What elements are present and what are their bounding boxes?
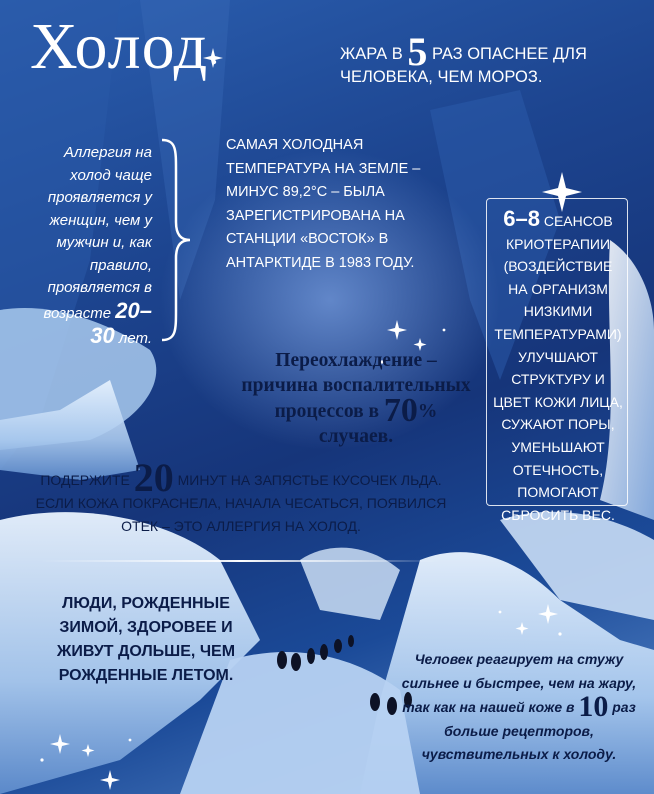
cold-reaction-number: 10 [578, 690, 609, 723]
divider [40, 560, 442, 562]
cold-reaction-fact [388, 648, 650, 767]
hypothermia-fact-number: 70 [383, 392, 418, 429]
cryotherapy-fact [493, 208, 623, 526]
cold-reaction-post: раз больше рецепторов, чувствительных к холоду. [421, 699, 636, 762]
heat-fact-number: 5 [407, 29, 428, 74]
allergy-test-post: МИНУТ НА ЗАПЯСТЬЕ КУСОЧЕК ЛЬДА. ЕСЛИ КОЖА ПОКРАСНЕЛА, НАЧАЛА ЧЕСАТЬСЯ, ПОЯВИЛСЯ ОТЕК – ЭТО АЛЛЕРГИЯ НА ХОЛОД. [35, 472, 447, 534]
coldest-temperature-fact: САМАЯ ХОЛОДНАЯ ТЕМПЕРАТУРА НА ЗЕМЛЕ – МИНУС 89,2°С – БЫЛА ЗАРЕГИСТРИРОВАНА НА СТАНЦИИ «ВОСТОК» В АНТАРКТИДЕ В 1983 ГОДУ. [226, 137, 421, 271]
hypothermia-fact-text: Переохлаждение – причина воспалительных процессов в [241, 350, 471, 422]
allergy-fact-age: 20–30 [90, 297, 152, 348]
cold-reaction-pre: Человек реагирует на стужу сильнее и быстрее, чем на жару, так как на нашей коже в [401, 651, 637, 715]
hypothermia-fact [236, 348, 476, 449]
allergy-fact [30, 142, 152, 351]
allergy-test-pre: ПОДЕРЖИТЕ [40, 472, 130, 488]
allergy-fact-text: Аллергия на холод чаще проявляется у женщин, чем у мужчин и, как правило, проявляется в возрасте [43, 144, 152, 322]
cryotherapy-fact-text: СЕАНСОВ КРИОТЕРАПИИ (ВОЗДЕЙСТВИЕ НА ОРГАНИЗМ НИЗКИМИ ТЕМПЕРАТУРАМИ) УЛУЧШАЮТ СТРУКТУРУ И ЦВЕТ КОЖИ ЛИЦА, СУЖАЮТ ПОРЫ, УМЕНЬШАЮТ ОТЕЧНОСТЬ, ПОМОГАЮТ СБРОСИТЬ ВЕС. [493, 213, 623, 523]
heat-fact-post: РАЗ ОПАСНЕЕ ДЛЯ ЧЕЛОВЕКА, ЧЕМ МОРОЗ. [340, 45, 587, 86]
page-title: Холод [30, 10, 209, 83]
hypothermia-fact-post: % случаев. [318, 401, 438, 447]
heat-fact-pre: ЖАРА В [340, 45, 403, 63]
allergy-test-number: 20 [133, 455, 174, 500]
cryotherapy-fact-number: 6–8 [503, 206, 540, 231]
allergy-test-tip [26, 455, 456, 538]
heat-fact [340, 29, 640, 89]
winter-born-fact: ЛЮДИ, РОЖДЕННЫЕ ЗИМОЙ, ЗДОРОВЕЕ И ЖИВУТ ДОЛЬШЕ, ЧЕМ РОЖДЕННЫЕ ЛЕТОМ. [56, 595, 236, 684]
allergy-fact-unit: лет. [118, 330, 152, 347]
